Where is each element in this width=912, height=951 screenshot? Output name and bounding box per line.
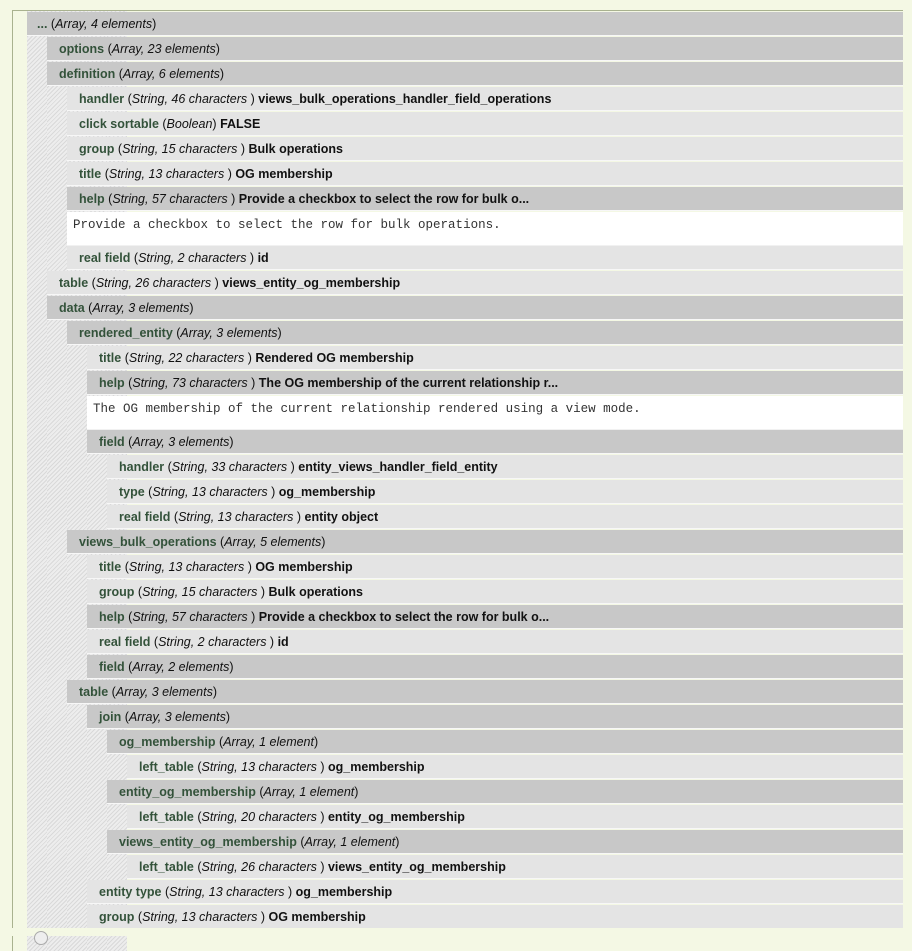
krumo-expandable-row[interactable]	[47, 62, 903, 86]
value-text: views_entity_og_membership	[222, 276, 401, 290]
type-info: (Array, 3 elements)	[124, 435, 234, 449]
value-text: OG membership	[235, 167, 333, 181]
type-label: String, 13 characters	[142, 910, 261, 924]
type-label: String, 13 characters	[178, 510, 297, 524]
krumo-leaf-row	[127, 805, 903, 829]
type-info: (Array, 3 elements)	[172, 326, 282, 340]
krumo-leaf-row	[47, 271, 903, 295]
type-label: String, 73 characters	[132, 376, 252, 390]
type-label: Array, 6 elements	[122, 67, 220, 81]
type-label: Array, 3 elements	[180, 326, 278, 340]
type-label: String, 15 characters	[122, 142, 241, 156]
type-info: (String, 57 characters )	[104, 192, 239, 206]
type-label: Array, 3 elements	[132, 435, 230, 449]
value-text: Provide a checkbox to select the row for bulk o...	[238, 192, 530, 206]
krumo-leaf-row	[67, 112, 903, 136]
key-name: rendered_entity	[79, 326, 173, 340]
type-info: (String, 2 characters )	[130, 251, 258, 265]
type-info: (String, 22 characters )	[121, 351, 256, 365]
type-info: (String, 13 characters )	[170, 510, 305, 524]
type-info: (String, 13 characters )	[134, 910, 269, 924]
type-info: (Array, 6 elements)	[115, 67, 225, 81]
key-name: type	[119, 485, 145, 499]
full-string-value: The OG membership of the current relationship rendered using a view mode.	[87, 396, 903, 430]
key-name: real field	[119, 510, 171, 524]
krumo-leaf-row	[107, 480, 903, 504]
key-name: group	[99, 910, 135, 924]
type-info: (Array, 3 elements)	[121, 710, 231, 724]
type-label: String, 20 characters	[201, 810, 321, 824]
type-info: (String, 46 characters )	[124, 92, 259, 106]
krumo-leaf-row	[67, 162, 903, 186]
key-name: left_table	[139, 810, 194, 824]
krumo-footer	[12, 928, 912, 936]
type-label: String, 26 characters	[201, 860, 321, 874]
krumo-leaf-row	[87, 880, 903, 904]
key-name: handler	[79, 92, 125, 106]
value-text: id	[257, 251, 269, 265]
type-info: (Boolean)	[158, 117, 221, 131]
type-info: (String, 2 characters )	[150, 635, 278, 649]
key-name: click sortable	[79, 117, 159, 131]
krumo-expandable-row[interactable]	[87, 371, 903, 395]
key-name: group	[79, 142, 115, 156]
krumo-dump	[12, 10, 903, 951]
indent-guide	[27, 11, 47, 951]
krumo-leaf-row	[87, 905, 903, 929]
key-name: help	[79, 192, 105, 206]
type-info: (String, 20 characters )	[193, 810, 328, 824]
type-label: Array, 5 elements	[224, 535, 322, 549]
type-info: (Array, 1 element)	[215, 735, 319, 749]
key-name: entity_og_membership	[119, 785, 256, 799]
type-label: Array, 1 element	[223, 735, 314, 749]
value-text: og_membership	[278, 485, 376, 499]
type-info: (Array, 2 elements)	[124, 660, 234, 674]
type-label: Array, 4 elements	[55, 17, 153, 31]
value-text: entity_og_membership	[327, 810, 465, 824]
value-text: OG membership	[268, 910, 366, 924]
value-text: Rendered OG membership	[255, 351, 414, 365]
krumo-expandable-row[interactable]	[67, 680, 903, 704]
value-text: entity object	[304, 510, 379, 524]
key-name: ...	[37, 17, 48, 31]
krumo-leaf-row	[107, 455, 903, 479]
type-info: (Array, 23 elements)	[104, 42, 220, 56]
type-label: Array, 3 elements	[128, 710, 226, 724]
key-name: field	[99, 660, 125, 674]
type-label: Array, 2 elements	[132, 660, 230, 674]
type-label: String, 15 characters	[142, 585, 261, 599]
key-name: options	[59, 42, 105, 56]
footer-circle-icon	[34, 931, 48, 945]
key-name: table	[59, 276, 89, 290]
key-name: field	[99, 435, 125, 449]
key-name: views_bulk_operations	[79, 535, 217, 549]
key-name: group	[99, 585, 135, 599]
type-label: String, 57 characters	[112, 192, 232, 206]
krumo-expandable-row[interactable]	[87, 605, 903, 629]
key-name: og_membership	[119, 735, 216, 749]
krumo-expandable-row[interactable]	[47, 296, 903, 320]
value-text: FALSE	[220, 117, 261, 131]
krumo-leaf-row	[87, 555, 903, 579]
type-info: (String, 26 characters )	[88, 276, 223, 290]
key-name: data	[59, 301, 85, 315]
type-info: (String, 73 characters )	[124, 376, 259, 390]
value-text: Provide a checkbox to select the row for bulk o...	[258, 610, 550, 624]
type-info: (Array, 5 elements)	[216, 535, 326, 549]
type-info: (String, 13 characters )	[193, 760, 328, 774]
type-label: String, 2 characters	[158, 635, 270, 649]
type-label: Array, 1 element	[263, 785, 355, 799]
type-info: (Array, 4 elements)	[47, 17, 157, 31]
type-info: (String, 13 characters )	[101, 167, 236, 181]
type-info: (String, 26 characters )	[193, 860, 328, 874]
krumo-expandable-row[interactable]	[87, 430, 903, 454]
key-name: title	[99, 560, 122, 574]
type-label: Array, 1 element	[304, 835, 396, 849]
key-name: join	[99, 710, 122, 724]
krumo-leaf-row	[67, 137, 903, 161]
krumo-expandable-row[interactable]	[107, 780, 903, 804]
krumo-leaf-row	[67, 246, 903, 270]
value-text: views_entity_og_membership	[327, 860, 506, 874]
krumo-leaf-row	[67, 87, 903, 111]
type-label: Array, 3 elements	[92, 301, 190, 315]
type-info: (String, 33 characters )	[164, 460, 299, 474]
type-info: (String, 13 characters )	[161, 885, 296, 899]
krumo-expandable-row[interactable]	[67, 321, 903, 345]
krumo-expandable-row[interactable]	[47, 37, 903, 61]
type-info: (String, 13 characters )	[121, 560, 256, 574]
value-text: Bulk operations	[248, 142, 343, 156]
krumo-expandable-row[interactable]	[67, 187, 903, 211]
krumo-expandable-row[interactable]	[27, 12, 903, 36]
indent-guide	[47, 11, 67, 951]
krumo-expandable-row[interactable]	[87, 705, 903, 729]
key-name: real field	[99, 635, 151, 649]
key-name: title	[79, 167, 102, 181]
value-text: og_membership	[327, 760, 425, 774]
type-info: (Array, 3 elements)	[84, 301, 194, 315]
type-label: String, 33 characters	[171, 460, 291, 474]
type-label: String, 13 characters	[201, 760, 321, 774]
type-label: Array, 3 elements	[115, 685, 213, 699]
value-text: id	[277, 635, 289, 649]
value-text: The OG membership of the current relationship r...	[258, 376, 559, 390]
type-label: String, 57 characters	[132, 610, 252, 624]
type-info: (Array, 3 elements)	[108, 685, 218, 699]
type-label: String, 13 characters	[152, 485, 272, 499]
krumo-expandable-row[interactable]	[67, 530, 903, 554]
type-label: Boolean	[166, 117, 213, 131]
krumo-leaf-row	[127, 855, 903, 879]
value-text: Bulk operations	[268, 585, 363, 599]
type-info: (String, 13 characters )	[144, 485, 279, 499]
key-name: views_entity_og_membership	[119, 835, 297, 849]
type-info: (Array, 1 element)	[296, 835, 400, 849]
key-name: entity type	[99, 885, 162, 899]
krumo-leaf-row	[127, 755, 903, 779]
type-label: Array, 23 elements	[111, 42, 216, 56]
krumo-expandable-row[interactable]	[107, 730, 903, 754]
type-label: String, 13 characters	[108, 167, 228, 181]
full-string-value: Provide a checkbox to select the row for bulk operations.	[67, 212, 903, 246]
key-name: handler	[119, 460, 165, 474]
key-name: left_table	[139, 760, 194, 774]
type-info: (Array, 1 element)	[255, 785, 359, 799]
krumo-leaf-row	[87, 630, 903, 654]
type-info: (String, 57 characters )	[124, 610, 259, 624]
type-label: String, 13 characters	[128, 560, 248, 574]
key-name: left_table	[139, 860, 194, 874]
key-name: table	[79, 685, 109, 699]
krumo-leaf-row	[87, 346, 903, 370]
type-label: String, 46 characters	[131, 92, 251, 106]
value-text: OG membership	[255, 560, 353, 574]
type-info: (String, 15 characters )	[134, 585, 269, 599]
type-label: String, 13 characters	[169, 885, 288, 899]
value-text: entity_views_handler_field_entity	[298, 460, 498, 474]
type-label: String, 2 characters	[138, 251, 250, 265]
value-text: og_membership	[295, 885, 393, 899]
key-name: real field	[79, 251, 131, 265]
type-label: String, 22 characters	[128, 351, 248, 365]
key-name: title	[99, 351, 122, 365]
value-text: views_bulk_operations_handler_field_operations	[258, 92, 552, 106]
key-name: definition	[59, 67, 116, 81]
type-info: (String, 15 characters )	[114, 142, 249, 156]
key-name: help	[99, 610, 125, 624]
krumo-expandable-row[interactable]	[87, 655, 903, 679]
type-label: String, 26 characters	[95, 276, 215, 290]
krumo-leaf-row	[107, 505, 903, 529]
key-name: help	[99, 376, 125, 390]
krumo-leaf-row	[87, 580, 903, 604]
krumo-expandable-row[interactable]	[107, 830, 903, 854]
